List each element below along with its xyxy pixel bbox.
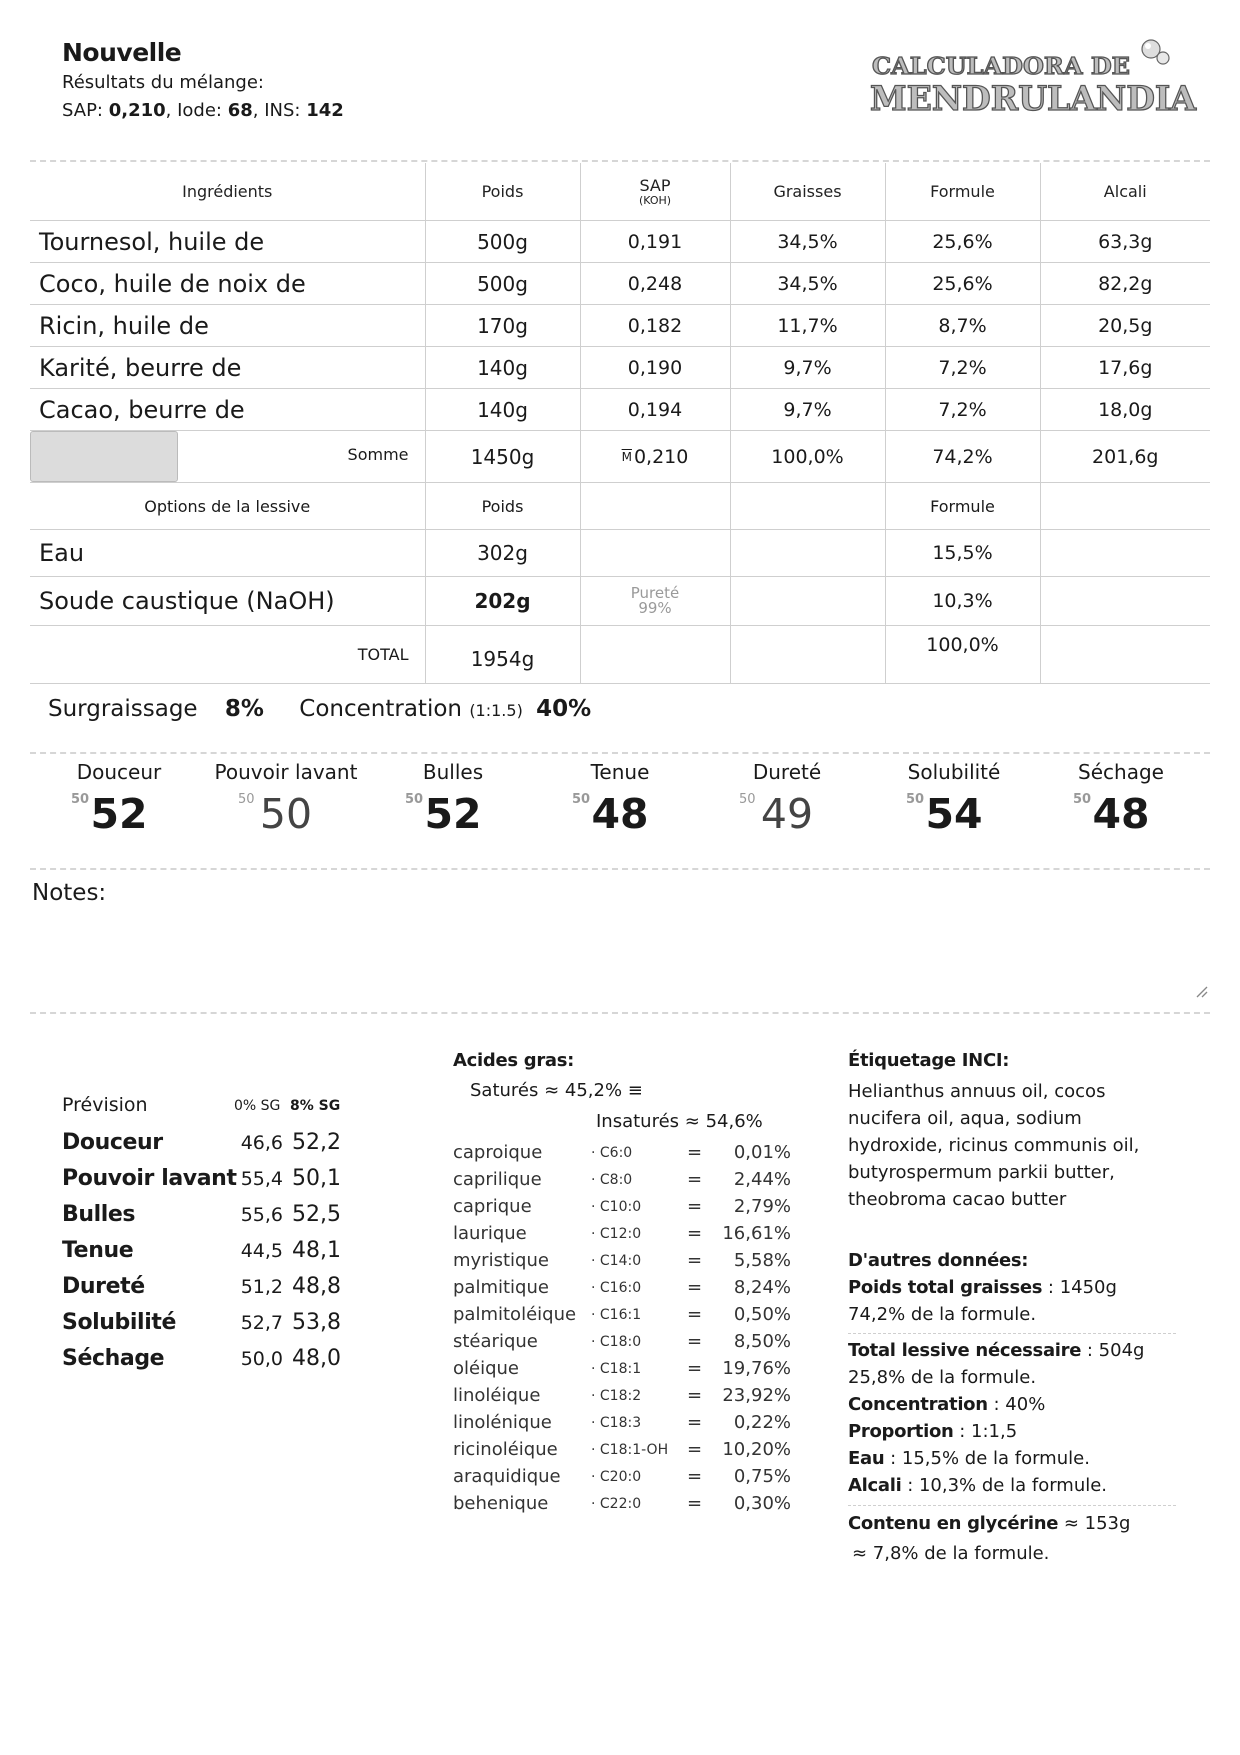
fatty-acid-name: palmitique	[453, 1277, 549, 1298]
col-options-poids: Poids	[425, 483, 580, 530]
other-data-title: D'autres données:	[848, 1250, 1029, 1271]
concentration-value[interactable]: 40%	[536, 696, 592, 722]
col-ingredients: Ingrédients	[30, 163, 425, 221]
fatty-acid-row	[453, 1223, 793, 1250]
eau-formule: 15,5%	[885, 530, 1040, 577]
surgraissage-value[interactable]: 8%	[224, 696, 264, 722]
ingredient-name: Cacao, beurre de	[30, 389, 425, 431]
property-value-box	[537, 790, 703, 838]
ins-value: 142	[306, 100, 344, 121]
fatty-acid-code: · C6:0	[591, 1145, 633, 1161]
logo-line2: MENDRULANDIA	[870, 79, 1197, 118]
fatty-acid-eq: =	[687, 1250, 703, 1271]
property-value: 54	[925, 790, 983, 838]
fatty-acid-eq: =	[687, 1385, 703, 1406]
glycerin-label: Contenu en glycérine	[848, 1513, 1059, 1534]
table-row	[30, 221, 1210, 263]
fatty-acid-value: 0,30%	[733, 1493, 791, 1514]
property-value-box	[704, 790, 870, 838]
ingredient-graisses: 11,7%	[730, 305, 885, 347]
property-bulles	[370, 760, 536, 838]
property-value: 52	[90, 790, 148, 838]
divider	[30, 1012, 1210, 1014]
sum-label: Somme	[347, 445, 409, 464]
fatty-acid-eq: =	[687, 1223, 703, 1244]
inci-text: Helianthus annuus oil, cocos nucifera oil, aqua, sodium hydroxide, ricinus communis oil, butyrospermum parkii butter, theobroma cacao butter	[848, 1081, 1140, 1210]
prediction-col-0sg: 0% SG	[234, 1098, 281, 1114]
fatty-acid-name: behenique	[453, 1493, 549, 1514]
notes-label: Notes:	[32, 880, 107, 906]
total-fat-label: Poids total graisses	[848, 1277, 1043, 1298]
concentration-line	[848, 1394, 1045, 1415]
total-row	[30, 626, 1210, 684]
fatty-acid-value: 10,20%	[722, 1439, 791, 1460]
ingredient-poids: 170g	[425, 305, 580, 347]
fatty-acid-row	[453, 1331, 793, 1358]
col-alcali: Alcali	[1040, 163, 1210, 221]
fatty-acid-value: 0,50%	[733, 1304, 791, 1325]
fatty-acid-code: · C18:0	[591, 1334, 642, 1350]
glycerin-pct: ≈ 7,8% de la formule.	[852, 1543, 1050, 1564]
fatty-acids-saturated: Saturés ≈ 45,2% ≡	[470, 1080, 643, 1101]
fatty-acid-value: 0,75%	[733, 1466, 791, 1487]
ingredient-name: Coco, huile de noix de	[30, 263, 425, 305]
fatty-acid-row	[453, 1439, 793, 1466]
fatty-acid-name: laurique	[453, 1223, 527, 1244]
results-subtitle: Résultats du mélange:	[62, 72, 264, 93]
table-row	[30, 347, 1210, 389]
eau-name: Eau	[30, 530, 425, 577]
total-label: TOTAL	[30, 626, 425, 684]
prediction-v0: 55,4	[240, 1168, 283, 1190]
divider	[30, 752, 1210, 754]
prediction-row	[62, 1274, 362, 1310]
col-options: Options de la lessive	[30, 483, 425, 530]
total-formule: 100,0%	[885, 626, 1040, 684]
water-value: : 15,5% de la formule.	[884, 1448, 1090, 1469]
prediction-row	[62, 1346, 362, 1382]
property-ref: 50	[405, 792, 424, 807]
ingredient-graisses: 34,5%	[730, 263, 885, 305]
fatty-acid-value: 19,76%	[722, 1358, 791, 1379]
property-ref: 50	[572, 792, 591, 807]
table-row	[30, 263, 1210, 305]
property-label: Dureté	[752, 760, 822, 784]
total-fat-value: : 1450g	[1042, 1277, 1117, 1298]
ingredient-graisses: 9,7%	[730, 347, 885, 389]
ingredient-sap: 0,190	[580, 347, 730, 389]
total-lye-value: : 504g	[1081, 1340, 1145, 1361]
iode-label: , Iode:	[165, 100, 228, 121]
property-label: Séchage	[1078, 760, 1164, 784]
property-value: 50	[259, 790, 313, 838]
ingredient-formule: 8,7%	[885, 305, 1040, 347]
fatty-acid-name: palmitoléique	[453, 1304, 577, 1325]
fatty-acid-name: myristique	[453, 1250, 549, 1271]
prediction-label: Séchage	[62, 1346, 165, 1371]
property-value: 52	[424, 790, 482, 838]
fatty-acid-eq: =	[687, 1439, 703, 1460]
ingredient-poids: 500g	[425, 263, 580, 305]
fatty-acid-value: 2,44%	[733, 1169, 791, 1190]
property-ref: 50	[238, 792, 255, 807]
ingredient-alcali: 18,0g	[1040, 389, 1210, 431]
prediction-title: Prévision	[62, 1094, 148, 1116]
purity-value: 99%	[638, 599, 672, 617]
prediction-v0: 52,7	[240, 1312, 283, 1334]
sum-poids: 1450g	[425, 431, 580, 483]
ingredient-sap: 0,194	[580, 389, 730, 431]
table-header	[30, 163, 1210, 221]
prediction-row	[62, 1238, 362, 1274]
ingredient-name: Karité, beurre de	[30, 347, 425, 389]
fatty-acids-unsaturated: Insaturés ≈ 54,6%	[596, 1111, 763, 1132]
fatty-acid-eq: =	[687, 1169, 703, 1190]
sum-sap	[580, 431, 730, 483]
fatty-acid-value: 23,92%	[722, 1385, 791, 1406]
fatty-acid-row	[453, 1412, 793, 1439]
property-value-box	[370, 790, 536, 838]
ingredient-poids: 500g	[425, 221, 580, 263]
property-value-box	[36, 790, 202, 838]
prediction-v0: 44,5	[240, 1240, 283, 1262]
property-value-box	[203, 790, 369, 838]
sum-row	[30, 431, 1210, 483]
fatty-acid-code: · C16:1	[591, 1307, 642, 1323]
total-lye-label: Total lessive nécessaire	[848, 1340, 1082, 1361]
ingredient-graisses: 34,5%	[730, 221, 885, 263]
total-fat-line	[848, 1277, 1117, 1298]
concentration-info-value: : 40%	[987, 1394, 1046, 1415]
total-poids: 1954g	[425, 626, 580, 684]
total-lye-line	[848, 1340, 1144, 1361]
fatty-acid-name: linolénique	[453, 1412, 552, 1433]
results-summary	[62, 100, 344, 121]
fatty-acid-code: · C8:0	[591, 1172, 633, 1188]
prediction-row	[62, 1166, 362, 1202]
fatty-acid-name: caprique	[453, 1196, 532, 1217]
col-formule: Formule	[885, 163, 1040, 221]
divider	[848, 1333, 1176, 1334]
property-ref: 50	[906, 792, 925, 807]
col-poids: Poids	[425, 163, 580, 221]
col-sap-sub: (KOH)	[638, 194, 672, 207]
prediction-v0: 51,2	[240, 1276, 283, 1298]
ingredient-alcali: 20,5g	[1040, 305, 1210, 347]
ingredient-sap: 0,191	[580, 221, 730, 263]
iode-value: 68	[227, 100, 253, 121]
mean-mark: $\overline{M}$	[621, 450, 632, 464]
eau-row	[30, 530, 1210, 577]
property-value: 48	[591, 790, 649, 838]
fatty-acid-eq: =	[687, 1331, 703, 1352]
water-line	[848, 1448, 1090, 1469]
sum-formule: 74,2%	[885, 431, 1040, 483]
fatty-acid-name: stéarique	[453, 1331, 538, 1352]
fatty-acids-title: Acides gras:	[453, 1050, 575, 1071]
logo-line1: CALCULADORA DE	[872, 53, 1130, 80]
property-label: Solubilité	[907, 760, 1001, 784]
fatty-acid-row	[453, 1358, 793, 1385]
fatty-acid-code: · C18:2	[591, 1388, 642, 1404]
ingredient-sap: 0,248	[580, 263, 730, 305]
glycerin-line	[848, 1513, 1130, 1534]
ingredient-formule: 25,6%	[885, 263, 1040, 305]
fatty-acid-code: · C18:1-OH	[591, 1442, 669, 1458]
ingredient-poids: 140g	[425, 389, 580, 431]
fatty-acid-code: · C18:3	[591, 1415, 642, 1431]
prediction-row	[62, 1130, 362, 1166]
sum-sap-value: 0,210	[633, 445, 689, 468]
property-tenue	[537, 760, 703, 838]
recipe-title: Nouvelle	[62, 38, 182, 67]
ingredient-name: Tournesol, huile de	[30, 221, 425, 263]
ingredient-formule: 7,2%	[885, 389, 1040, 431]
prediction-label: Tenue	[62, 1238, 134, 1263]
property-value: 49	[760, 790, 814, 838]
soude-row	[30, 577, 1210, 626]
fatty-acid-eq: =	[687, 1493, 703, 1514]
surgraissage-label: Surgraissage	[48, 696, 198, 722]
property-durete	[704, 760, 870, 838]
col-sap-label: SAP	[639, 176, 671, 195]
fatty-acid-row	[453, 1304, 793, 1331]
fatty-acid-name: araquidique	[453, 1466, 561, 1487]
water-label: Eau	[848, 1448, 885, 1469]
ingredient-sap: 0,182	[580, 305, 730, 347]
prediction-v8: 53,8	[292, 1310, 341, 1335]
concentration-ratio: (1:1.5)	[469, 701, 523, 720]
fatty-acid-eq: =	[687, 1196, 703, 1217]
property-label: Tenue	[590, 760, 650, 784]
prediction-label: Douceur	[62, 1130, 163, 1155]
prediction-v8: 48,1	[292, 1238, 341, 1263]
proportion-line	[848, 1421, 1017, 1442]
fatty-acid-value: 16,61%	[722, 1223, 791, 1244]
property-douceur	[36, 760, 202, 838]
prediction-label: Pouvoir lavant	[62, 1166, 237, 1191]
col-sap	[580, 163, 730, 221]
fatty-acid-row	[453, 1250, 793, 1277]
prediction-v8: 48,0	[292, 1346, 341, 1371]
prediction-label: Solubilité	[62, 1310, 176, 1335]
property-solubilite	[871, 760, 1037, 838]
fatty-acid-eq: =	[687, 1358, 703, 1379]
prediction-v0: 55,6	[240, 1204, 283, 1226]
property-pouvoir-lavant	[203, 760, 369, 838]
concentration-info-label: Concentration	[848, 1394, 988, 1415]
inci-title: Étiquetage INCI:	[848, 1050, 1010, 1071]
divider	[30, 160, 1210, 162]
prediction-v0: 50,0	[240, 1348, 283, 1370]
notes-textarea[interactable]	[30, 915, 1210, 1000]
sum-alcali: 201,6g	[1040, 431, 1210, 483]
fatty-acid-code: · C12:0	[591, 1226, 642, 1242]
fatty-acid-code: · C10:0	[591, 1199, 642, 1215]
ingredients-table	[30, 163, 1210, 684]
fatty-acid-code: · C20:0	[591, 1469, 642, 1485]
fatty-acid-name: caproique	[453, 1142, 543, 1163]
ingredient-graisses: 9,7%	[730, 389, 885, 431]
prediction-row	[62, 1202, 362, 1238]
ingredient-alcali: 17,6g	[1040, 347, 1210, 389]
property-value-box	[871, 790, 1037, 838]
sap-value: 0,210	[108, 100, 166, 121]
eau-poids: 302g	[425, 530, 580, 577]
ins-label: , INS:	[252, 100, 307, 121]
property-label: Douceur	[76, 760, 162, 784]
divider	[30, 868, 1210, 870]
sum-label-cell	[30, 431, 425, 483]
property-value-box	[1038, 790, 1204, 838]
table-row	[30, 389, 1210, 431]
ingredient-name: Ricin, huile de	[30, 305, 425, 347]
property-ref: 50	[739, 792, 756, 807]
fatty-acid-eq: =	[687, 1412, 703, 1433]
prediction-v8: 52,2	[292, 1130, 341, 1155]
alkali-label: Alcali	[848, 1475, 902, 1496]
fatty-acid-row	[453, 1196, 793, 1223]
fatty-acid-name: oléique	[453, 1358, 519, 1379]
fatty-acid-value: 8,24%	[733, 1277, 791, 1298]
purity-label: Pureté	[630, 584, 680, 602]
property-ref: 50	[71, 792, 90, 807]
ingredient-formule: 7,2%	[885, 347, 1040, 389]
fatty-acid-row	[453, 1277, 793, 1304]
total-fat-pct: 74,2% de la formule.	[848, 1304, 1037, 1325]
fatty-acid-eq: =	[687, 1466, 703, 1487]
fatty-acid-row	[453, 1142, 793, 1169]
fatty-acid-eq: =	[687, 1142, 703, 1163]
prediction-v8: 52,5	[292, 1202, 341, 1227]
prediction-label: Bulles	[62, 1202, 136, 1227]
fatty-acid-code: · C18:1	[591, 1361, 642, 1377]
ingredient-formule: 25,6%	[885, 221, 1040, 263]
sap-label: SAP:	[62, 100, 109, 121]
proportion-value: : 1:1,5	[953, 1421, 1018, 1442]
soude-formule: 10,3%	[885, 577, 1040, 626]
alkali-line	[848, 1475, 1107, 1496]
fatty-acid-value: 5,58%	[733, 1250, 791, 1271]
col-graisses: Graisses	[730, 163, 885, 221]
fatty-acid-code: · C22:0	[591, 1496, 642, 1512]
prediction-label: Dureté	[62, 1274, 145, 1299]
fatty-acid-eq: =	[687, 1304, 703, 1325]
ingredient-alcali: 63,3g	[1040, 221, 1210, 263]
soude-name: Soude caustique (NaOH)	[30, 577, 425, 626]
alkali-value: : 10,3% de la formule.	[901, 1475, 1108, 1496]
table-row	[30, 305, 1210, 347]
fatty-acid-row	[453, 1493, 793, 1520]
fatty-acid-row	[453, 1466, 793, 1493]
ingredient-poids: 140g	[425, 347, 580, 389]
total-lye-pct: 25,8% de la formule.	[848, 1367, 1037, 1388]
property-sechage	[1038, 760, 1204, 838]
divider	[848, 1505, 1176, 1506]
property-ref: 50	[1073, 792, 1092, 807]
property-value: 48	[1092, 790, 1150, 838]
fatty-acid-value: 0,01%	[733, 1142, 791, 1163]
fatty-acid-code: · C16:0	[591, 1280, 642, 1296]
fatty-acid-code: · C14:0	[591, 1253, 642, 1269]
soude-purity	[580, 577, 730, 626]
prediction-v8: 50,1	[292, 1166, 341, 1191]
calculadora-logo	[868, 38, 1198, 118]
fatty-acid-row	[453, 1385, 793, 1412]
resize-handle-icon[interactable]	[1195, 985, 1209, 999]
prediction-row	[62, 1310, 362, 1346]
proportion-label: Proportion	[848, 1421, 954, 1442]
prediction-col-8sg: 8% SG	[290, 1098, 341, 1114]
property-label: Pouvoir lavant	[214, 760, 358, 784]
options-header	[30, 483, 1210, 530]
fatty-acid-value: 2,79%	[733, 1196, 791, 1217]
fatty-acid-name: caprilique	[453, 1169, 542, 1190]
sum-graisses: 100,0%	[730, 431, 885, 483]
col-options-formule: Formule	[885, 483, 1040, 530]
fatty-acid-value: 8,50%	[733, 1331, 791, 1352]
fatty-acid-eq: =	[687, 1277, 703, 1298]
surgraissage-line	[48, 696, 591, 722]
fatty-acid-row	[453, 1169, 793, 1196]
prediction-v0: 46,6	[240, 1132, 283, 1154]
soude-poids: 202g	[425, 577, 580, 626]
concentration-label: Concentration	[299, 696, 462, 722]
property-label: Bulles	[422, 760, 484, 784]
add-ingredient-button[interactable]	[30, 431, 178, 482]
fatty-acid-name: linoléique	[453, 1385, 541, 1406]
glycerin-value: ≈ 153g	[1058, 1513, 1131, 1534]
prediction-v8: 48,8	[292, 1274, 341, 1299]
ingredient-alcali: 82,2g	[1040, 263, 1210, 305]
fatty-acid-name: ricinoléique	[453, 1439, 558, 1460]
fatty-acid-value: 0,22%	[733, 1412, 791, 1433]
